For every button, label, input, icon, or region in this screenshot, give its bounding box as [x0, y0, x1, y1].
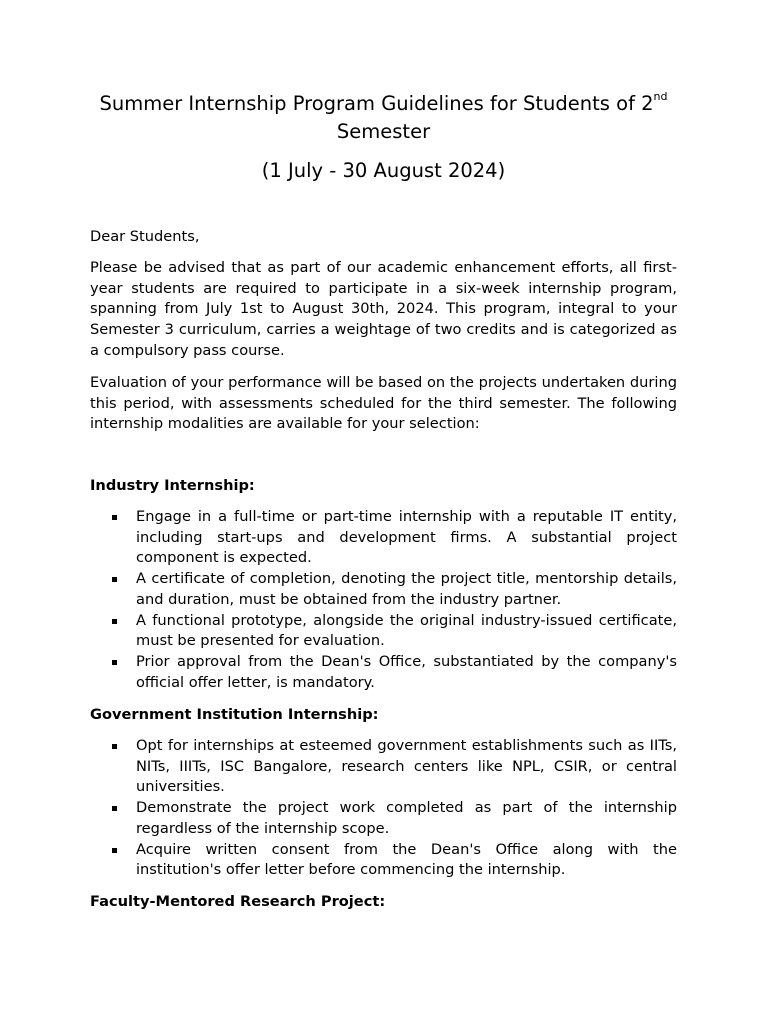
- square-bullet-icon: [112, 848, 117, 853]
- evaluation-paragraph: Evaluation of your performance will be based on the projects undertaken during this period, with assessments scheduled for the third semester. The following internship modalities are available for your selection:: [90, 374, 677, 433]
- list-item-text: A certificate of completion, denoting the project title, mentorship details, and duration, must be obtained from the industry partner.: [136, 570, 677, 608]
- government-internship-heading: Government Institution Internship:: [90, 706, 379, 723]
- square-bullet-icon: [112, 806, 117, 811]
- industry-internship-heading: Industry Internship:: [90, 477, 255, 494]
- title-main: Summer Internship Program Guidelines for Students of 2: [99, 92, 654, 115]
- list-item: [90, 611, 677, 652]
- list-item-text: Opt for internships at esteemed government establishments such as IITs, NITs, IIITs, ISC Bangalore, research centers like NPL, CSIR, or central universities.: [136, 737, 677, 796]
- salutation: Dear Students,: [90, 228, 200, 245]
- industry-internship-list: [90, 507, 677, 693]
- list-item: [90, 840, 677, 881]
- square-bullet-icon: [112, 577, 117, 582]
- list-item-text: A functional prototype, alongside the original industry-issued certificate, must be presented for evaluation.: [136, 611, 677, 650]
- list-item: [90, 652, 677, 693]
- list-item: [90, 569, 677, 610]
- square-bullet-icon: [112, 515, 117, 520]
- square-bullet-icon: [112, 619, 117, 624]
- title-end: Semester: [336, 120, 431, 143]
- list-item: [90, 798, 677, 839]
- intro-paragraph: Please be advised that as part of our academic enhancement efforts, all first-year students are required to participate in a six-week internship program, spanning from July 1st to August 30th, 2024. This program, integral to your Semester 3 curriculum, carries a weightage of two credits and is categorized as a compulsory pass course.: [90, 259, 677, 359]
- title-superscript: nd: [653, 89, 668, 103]
- government-internship-list: [90, 736, 677, 881]
- list-item-text: Demonstrate the project work completed as part of the internship regardless of the internship scope.: [136, 799, 677, 837]
- list-item-text: Acquire written consent from the Dean's Office along with the institution's offer letter before commencing the internship.: [136, 840, 677, 879]
- list-item: [90, 736, 677, 798]
- square-bullet-icon: [112, 660, 117, 665]
- square-bullet-icon: [112, 744, 117, 749]
- program-dates: (1 July - 30 August 2024): [261, 159, 506, 182]
- list-item-text: Prior approval from the Dean's Office, substantiated by the company's official offer letter, is mandatory.: [136, 652, 677, 691]
- document-title: [90, 90, 677, 146]
- list-item: [90, 507, 677, 569]
- list-item-text: Engage in a full-time or part-time internship with a reputable IT entity, including start-ups and development firms. A substantial project component is expected.: [136, 508, 677, 567]
- faculty-project-heading: Faculty-Mentored Research Project:: [90, 893, 386, 910]
